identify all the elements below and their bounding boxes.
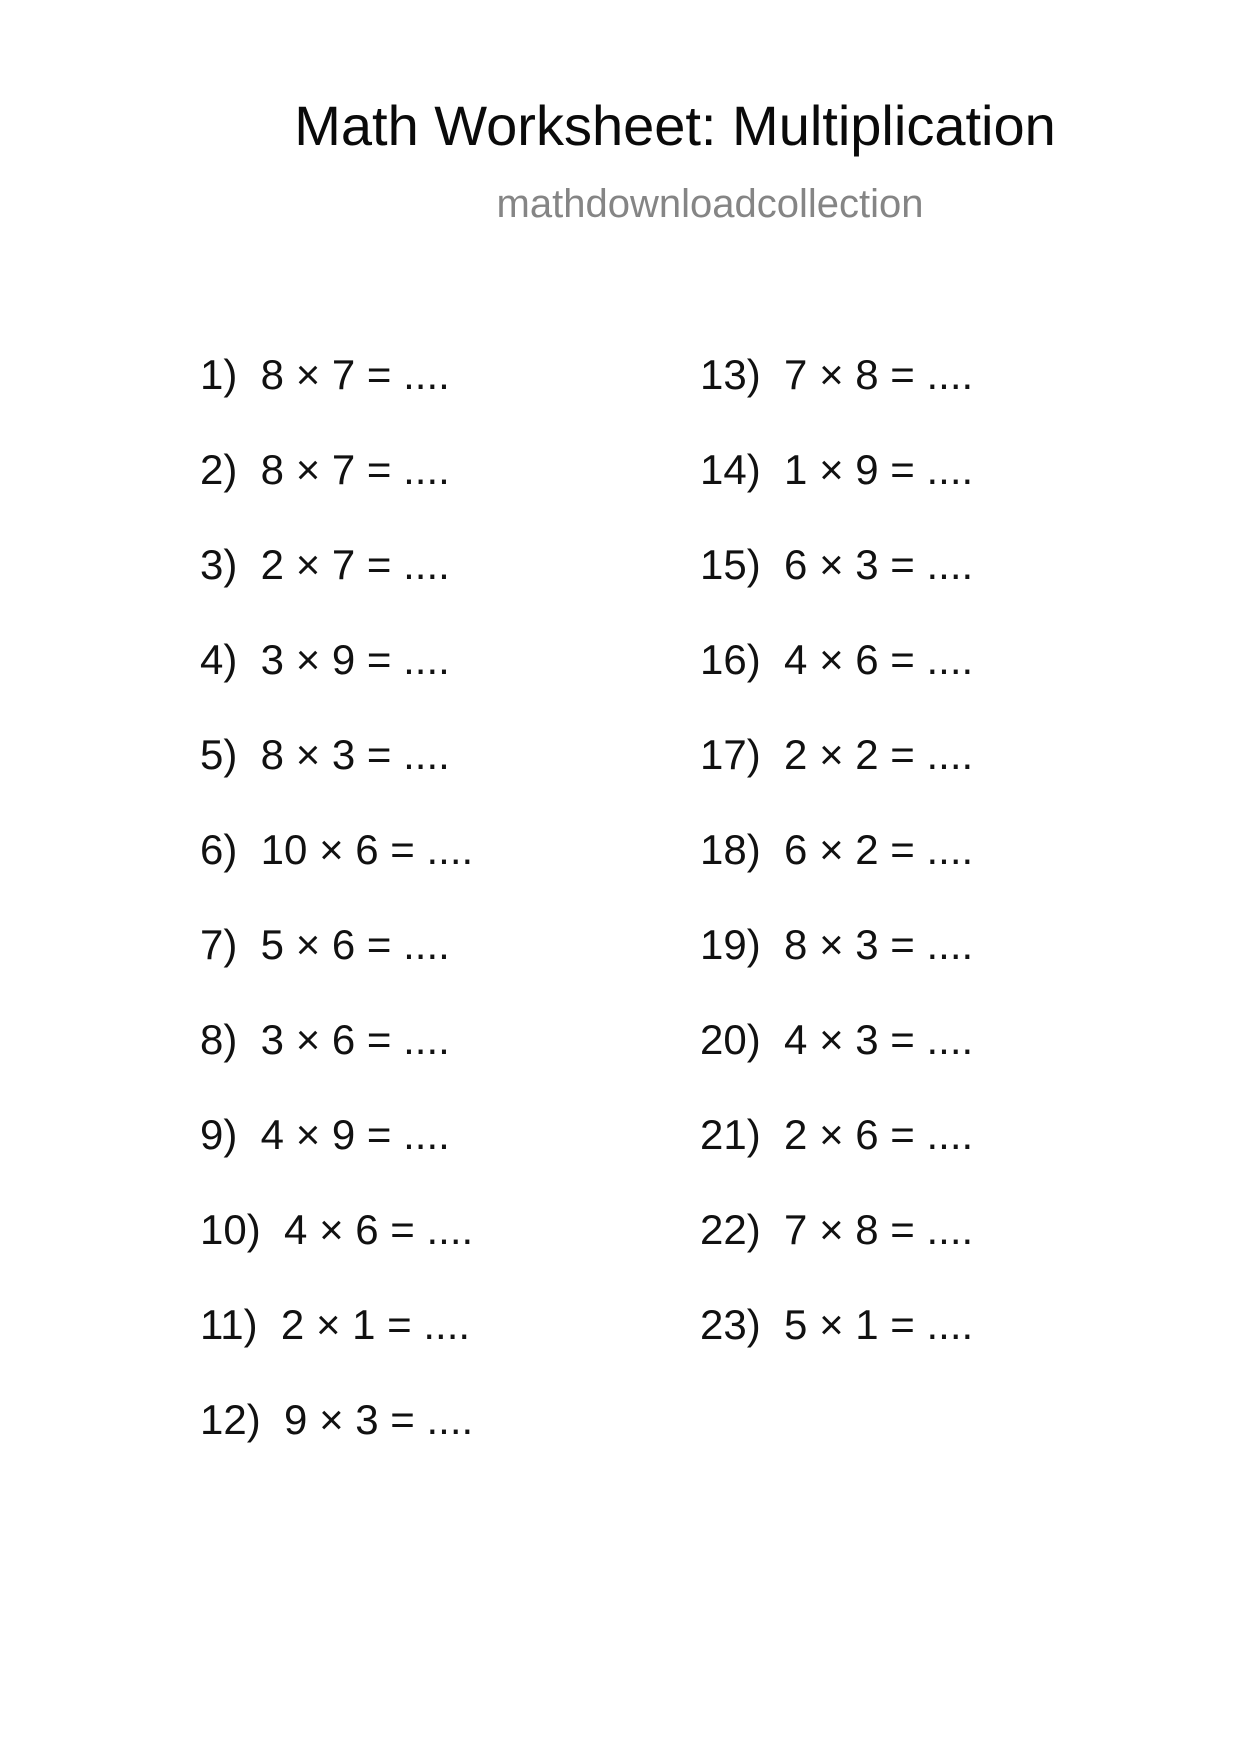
problem-column-right	[700, 350, 973, 1395]
problem-5: 5) 8 × 3 = ....	[200, 731, 450, 778]
problem-14: 14) 1 × 9 = ....	[700, 446, 974, 493]
problem-7: 7) 5 × 6 = ....	[200, 921, 450, 968]
problem-9: 9) 4 × 9 = ....	[200, 1111, 450, 1158]
problem-8: 8) 3 × 6 = ....	[200, 1016, 450, 1063]
problem-6: 6) 10 × 6 = ....	[200, 826, 474, 873]
problem-10: 10) 4 × 6 = ....	[200, 1206, 474, 1253]
problem-20: 20) 4 × 3 = ....	[700, 1016, 974, 1063]
problem-11: 11) 2 × 1 = ....	[200, 1301, 471, 1348]
problem-2: 2) 8 × 7 = ....	[200, 446, 450, 493]
worksheet-subtitle: mathdownloadcollection	[496, 182, 924, 226]
problem-17: 17) 2 × 2 = ....	[700, 731, 974, 778]
worksheet-title: Math Worksheet: Multiplication	[294, 94, 1056, 157]
problem-18: 18) 6 × 2 = ....	[700, 826, 974, 873]
problem-23: 23) 5 × 1 = ....	[700, 1301, 974, 1348]
problem-12: 12) 9 × 3 = ....	[200, 1396, 474, 1443]
problem-19: 19) 8 × 3 = ....	[700, 921, 974, 968]
problem-16: 16) 4 × 6 = ....	[700, 636, 974, 683]
problem-22: 22) 7 × 8 = ....	[700, 1206, 974, 1253]
problem-column-left	[200, 350, 473, 1490]
problem-1: 1) 8 × 7 = ....	[200, 351, 450, 398]
problem-13: 13) 7 × 8 = ....	[700, 351, 974, 398]
problem-15: 15) 6 × 3 = ....	[700, 541, 974, 588]
problem-3: 3) 2 × 7 = ....	[200, 541, 450, 588]
problem-21: 21) 2 × 6 = ....	[700, 1111, 974, 1158]
problem-4: 4) 3 × 9 = ....	[200, 636, 450, 683]
